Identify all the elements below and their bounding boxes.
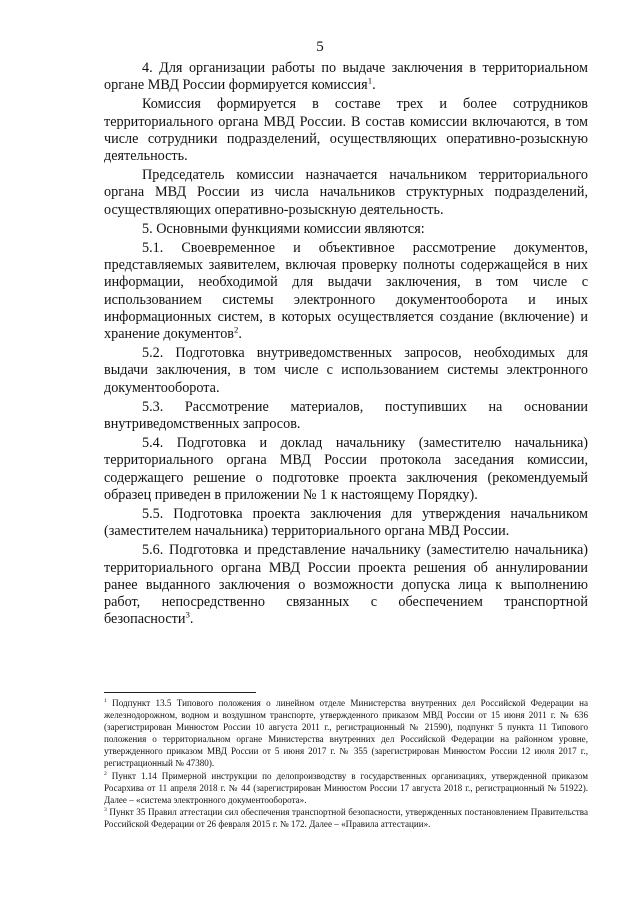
paragraph-4 [104,60,588,94]
paragraph-tail: . [372,77,376,94]
paragraph-5-3 [104,399,588,433]
paragraph-5 [104,221,588,238]
footnote-ref: 3 [185,609,190,620]
body-text [104,60,588,631]
paragraph-text: 5.3. Рассмотрение материалов, поступивших на основании внутриведомственных запросов. [104,398,588,433]
paragraph-text: Председатель комиссии назначается начальником территориального органа МВД России из числа начальников структурных подразделений, осуществляющих оперативно-розыскную деятельность. [104,167,588,218]
footnote-marker: 3 [104,806,107,813]
paragraph-text: 5. Основными функциями комиссии являются: [142,220,425,237]
paragraph-5-2 [104,345,588,397]
paragraph-text: 4. Для организации работы по выдаче заключения в территориальном органе МВД России формируется комиссия [104,60,588,94]
footnote-marker: 2 [104,770,107,777]
footnote-3 [104,806,588,830]
paragraph-5-6 [104,542,588,628]
footnote-1 [104,697,588,770]
paragraph-text: Комиссия формируется в составе трех и более сотрудников территориального органа МВД России. В состав комиссии включаются, в том числе сотрудники подразделений, осуществляющих оперативно-розыскную деятельность. [104,96,588,165]
paragraph-text: 5.1. Своевременное и объективное рассмотрение документов, представляемых заявителем, включая проверку полноты содержащейся в них информации, необходимой для выдачи заключения, в том числе с использованием системы электронного документооборота и иных информационных систем, в которых осуществляется создание (включение) и хранение документов [104,240,588,343]
paragraph-commission-composition [104,96,588,165]
page-number: 5 [316,39,324,55]
paragraph-commission-chair [104,167,588,219]
footnotes [104,697,588,830]
paragraph-tail: . [238,326,242,343]
footnote-2 [104,770,588,806]
paragraph-text: 5.6. Подготовка и представление начальнику (заместителю начальника) территориального органа МВД России проекта решения об аннулировании ранее выданного заключения о возможности допуска лица к выполнению работ, непосредственно связанных с обеспечением транспортной безопасности [104,542,588,628]
footnote-text: Подпункт 13.5 Типового положения о линейном отделе Министерства внутренних дел Российской Федерации на железнодорожном, водном и воздушном транспорте, утвержденного приказом МВД России от 15 июня 2011 г. № 636 (зарегистрирован Минюстом России 10 августа 2011 г., регистрационный № 21590), подпункт 5 пункта 11 Типового положения о территориальном органе Министерства внутренних дел Российской Федерации на районном уровне, утвержденного приказом МВД России от 5 июня 2017 г. № 355 (зарегистрирован Минюстом России 12 июля 2017 г., регистрационный № 47380). [104,698,588,769]
footnote-divider [104,692,256,693]
paragraph-5-5 [104,506,588,540]
paragraph-5-4 [104,435,588,504]
paragraph-text: 5.4. Подготовка и доклад начальнику (заместителю начальника) территориального органа МВД России протокола заседания комиссии, содержащего решение о подготовке проекта заключения (рекомендуемый образец приведен в приложении № 1 к настоящему Порядку). [104,435,588,503]
footnote-ref: 2 [234,324,239,335]
paragraph-5-1 [104,240,588,343]
footnote-text: Пункт 1.14 Примерной инструкции по делопроизводству в государственных организациях, утвержденной приказом Росархива от 11 апреля 2018 г. № 44 (зарегистрирован Минюстом России 17 августа 2018 г., регистрационный № 51922). Далее – «система электронного документооборота». [104,770,588,805]
footnote-marker: 1 [104,697,107,704]
footnote-text: Пункт 35 Правил аттестации сил обеспечения транспортной безопасности, утвержденных постановлением Правительства Российской Федерации от 26 февраля 2015 г. № 172. Далее – «Правила аттестации». [104,806,588,829]
paragraph-tail: . [189,611,194,628]
paragraph-text: 5.2. Подготовка внутриведомственных запросов, необходимых для выдачи заключения, в том числе с использованием системы электронного документооборота. [104,345,588,396]
paragraph-text: 5.5. Подготовка проекта заключения для утверждения начальником (заместителем начальника) территориального органа МВД России. [104,506,588,540]
footnote-ref: 1 [367,75,373,86]
